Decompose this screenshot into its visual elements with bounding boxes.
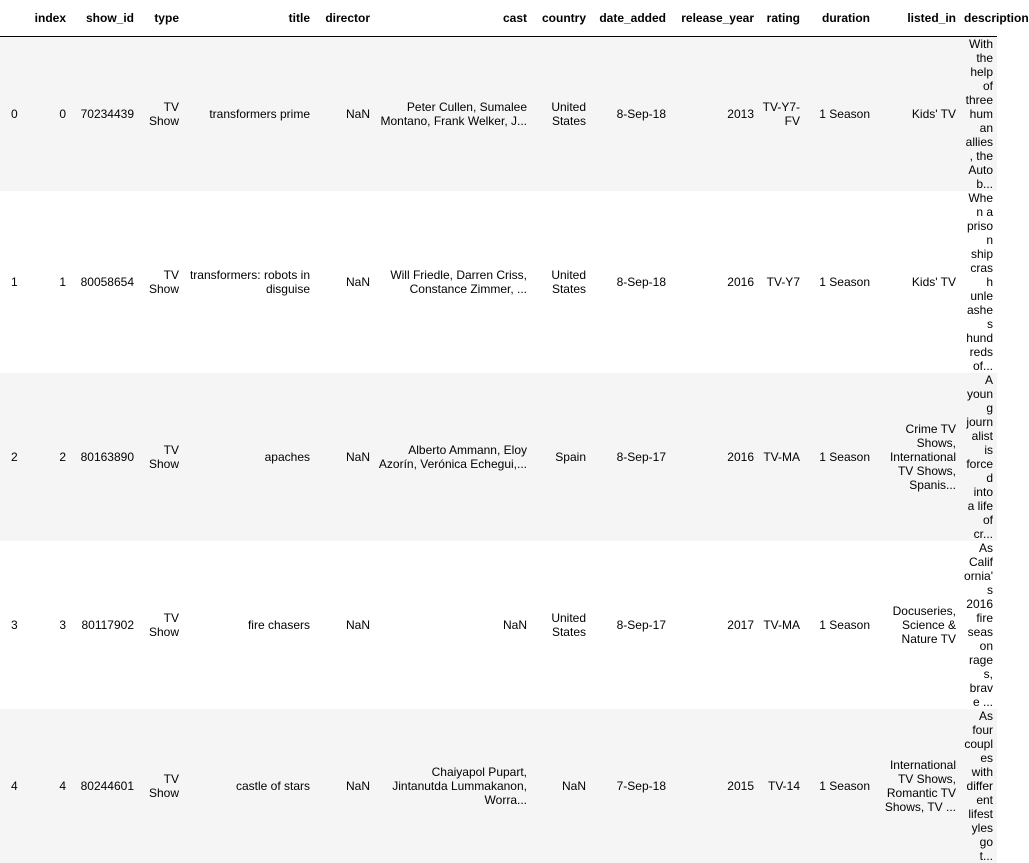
cell-country: United States (531, 37, 590, 192)
cell-show-id: 80117902 (70, 541, 138, 709)
cell-rating: TV-MA (758, 541, 804, 709)
cell-duration: 1 Season (804, 373, 874, 541)
header-cell-release-year: release_year (670, 0, 758, 37)
cell-release-year: 2017 (670, 541, 758, 709)
cell-cast: Will Friedle, Darren Criss, Constance Zimmer, ... (374, 191, 531, 373)
row-label: 2 (0, 373, 28, 541)
cell-index: 4 (28, 709, 70, 863)
cell-cast: Peter Cullen, Sumalee Montano, Frank Welker, J... (374, 37, 531, 192)
table-row (0, 541, 997, 709)
header-cell-cast: cast (374, 0, 531, 37)
cell-index: 2 (28, 373, 70, 541)
cell-show-id: 80058654 (70, 191, 138, 373)
cell-listed-in: Kids' TV (874, 37, 960, 192)
row-label: 1 (0, 191, 28, 373)
cell-index: 1 (28, 191, 70, 373)
cell-title: fire chasers (183, 541, 314, 709)
cell-director: NaN (314, 37, 374, 192)
header-cell-index: index (28, 0, 70, 37)
cell-description: As California's 2016 fire season rages, brave ... (960, 541, 997, 709)
header-cell-director: director (314, 0, 374, 37)
header-cell-description: description (960, 0, 997, 37)
cell-type: TV Show (138, 541, 183, 709)
header-cell-listed-in: listed_in (874, 0, 960, 37)
cell-cast: Chaiyapol Pupart, Jintanutda Lummakanon, Worra... (374, 709, 531, 863)
table-row (0, 191, 997, 373)
cell-date-added: 8-Sep-18 (590, 191, 670, 373)
table-row (0, 373, 997, 541)
cell-country: United States (531, 541, 590, 709)
cell-title: apaches (183, 373, 314, 541)
cell-release-year: 2016 (670, 191, 758, 373)
cell-title: transformers: robots in disguise (183, 191, 314, 373)
header-cell-rating: rating (758, 0, 804, 37)
cell-listed-in: Docuseries, Science & Nature TV (874, 541, 960, 709)
cell-description: When a prison ship crash unleashes hundreds of... (960, 191, 997, 373)
header-row (0, 0, 997, 37)
cell-index: 0 (28, 37, 70, 192)
cell-release-year: 2016 (670, 373, 758, 541)
cell-rating: TV-14 (758, 709, 804, 863)
cell-date-added: 7-Sep-18 (590, 709, 670, 863)
header-cell-date-added: date_added (590, 0, 670, 37)
cell-listed-in: Kids' TV (874, 191, 960, 373)
cell-rating: TV-Y7-FV (758, 37, 804, 192)
cell-country: Spain (531, 373, 590, 541)
header-cell-show-id: show_id (70, 0, 138, 37)
cell-show-id: 80163890 (70, 373, 138, 541)
cell-type: TV Show (138, 373, 183, 541)
cell-description: A young journalist is forced into a life of cr... (960, 373, 997, 541)
table-row (0, 37, 997, 192)
cell-date-added: 8-Sep-18 (590, 37, 670, 192)
cell-description: As four couples with different lifestyles go t... (960, 709, 997, 863)
header-cell-type: type (138, 0, 183, 37)
cell-release-year: 2013 (670, 37, 758, 192)
row-label: 3 (0, 541, 28, 709)
table-row (0, 709, 997, 863)
header-cell-row-label (0, 0, 28, 37)
header-cell-country: country (531, 0, 590, 37)
cell-rating: TV-Y7 (758, 191, 804, 373)
cell-listed-in: Crime TV Shows, International TV Shows, Spanis... (874, 373, 960, 541)
cell-cast: Alberto Ammann, Eloy Azorín, Verónica Echegui,... (374, 373, 531, 541)
cell-show-id: 80244601 (70, 709, 138, 863)
cell-index: 3 (28, 541, 70, 709)
cell-cast: NaN (374, 541, 531, 709)
cell-type: TV Show (138, 191, 183, 373)
cell-duration: 1 Season (804, 541, 874, 709)
cell-release-year: 2015 (670, 709, 758, 863)
cell-date-added: 8-Sep-17 (590, 541, 670, 709)
cell-title: transformers prime (183, 37, 314, 192)
cell-title: castle of stars (183, 709, 314, 863)
cell-country: United States (531, 191, 590, 373)
cell-show-id: 70234439 (70, 37, 138, 192)
cell-duration: 1 Season (804, 191, 874, 373)
header-cell-title: title (183, 0, 314, 37)
cell-director: NaN (314, 541, 374, 709)
cell-type: TV Show (138, 37, 183, 192)
cell-duration: 1 Season (804, 37, 874, 192)
row-label: 0 (0, 37, 28, 192)
cell-duration: 1 Season (804, 709, 874, 863)
cell-director: NaN (314, 709, 374, 863)
cell-type: TV Show (138, 709, 183, 863)
cell-description: With the help of three human allies, the Autob... (960, 37, 997, 192)
cell-country: NaN (531, 709, 590, 863)
cell-director: NaN (314, 191, 374, 373)
row-label: 4 (0, 709, 28, 863)
header-cell-duration: duration (804, 0, 874, 37)
cell-rating: TV-MA (758, 373, 804, 541)
cell-listed-in: International TV Shows, Romantic TV Shows, TV ... (874, 709, 960, 863)
cell-date-added: 8-Sep-17 (590, 373, 670, 541)
cell-director: NaN (314, 373, 374, 541)
